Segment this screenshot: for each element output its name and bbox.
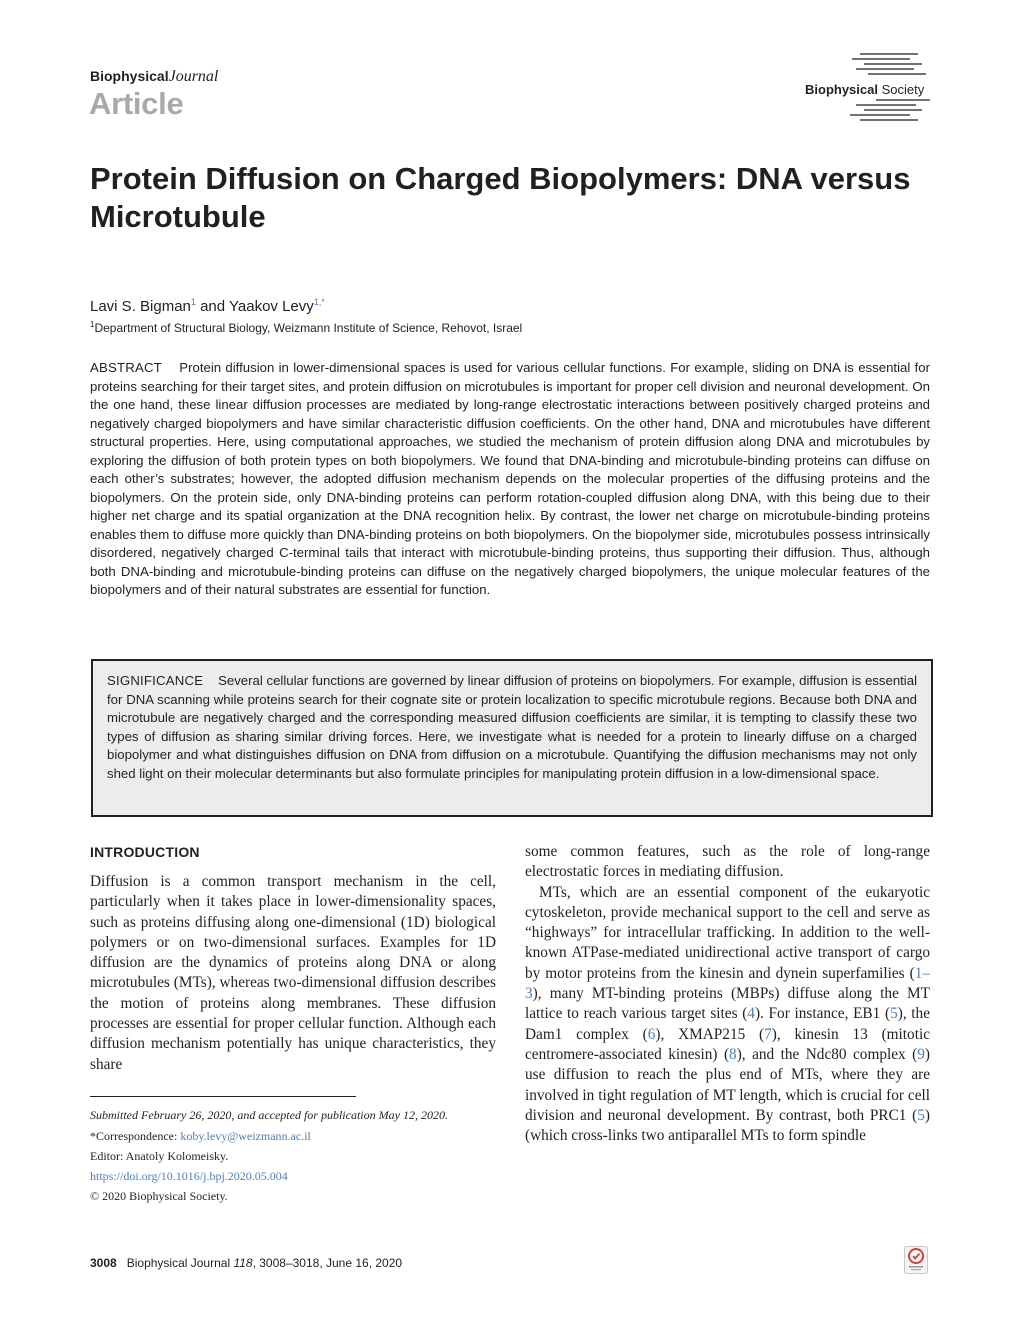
significance <box>107 672 917 783</box>
affiliation <box>90 320 522 335</box>
text-run: ), kinesin 13 (mitotic centromere-associated kinesin) ( <box>525 1025 930 1063</box>
citation-link[interactable]: 7 <box>764 1025 772 1043</box>
footer-journal: Biophysical Journal <box>126 1256 231 1270</box>
affiliation-number: 1 <box>90 320 95 329</box>
journal-name <box>90 68 218 86</box>
page-number: 3008 <box>90 1256 117 1270</box>
text-run: ) (which cross-links two antiparallel MTs to form spindle <box>525 1106 930 1145</box>
citation-link[interactable]: 4 <box>747 1005 755 1023</box>
doi-link[interactable]: https://doi.org/10.1016/j.bpj.2020.05.004 <box>90 1169 288 1183</box>
author-conjunction: and <box>195 298 229 315</box>
author-name: Lavi S. Bigman <box>90 298 191 315</box>
intro-column-left <box>90 872 496 1075</box>
text-run: ). For instance, EB1 ( <box>754 1005 891 1023</box>
abstract-label: ABSTRACT <box>90 360 162 375</box>
society-name-bold: Biophysical <box>805 82 878 97</box>
check-for-updates-icon[interactable] <box>904 1246 928 1274</box>
journal-name-italic: Journal <box>168 68 219 85</box>
correspondence-note <box>90 1129 311 1144</box>
text-run: ), many MT-binding proteins (MBPs) diffuse along the MT lattice to reach various target sites ( <box>525 985 930 1023</box>
affiliation-text: Department of Structural Biology, Weizmann Institute of Science, Rehovot, Israel <box>94 321 523 335</box>
author-name: Yaakov Levy <box>229 298 314 315</box>
intro-paragraph <box>525 883 930 1147</box>
significance-text: Several cellular functions are governed by linear diffusion of proteins on biopolymers. For example, diffusion is essential for DNA scanning while proteins search for their cognate site or protein localization to specific microtubule regions. Because both DNA and microtubule are negatively charged and the corresponding measured diffusion coefficients are similar, it is tempting to classify these two types of diffusion as sharing similar driving forces. Here, we investigate what is needed for a protein to linearly diffuse on a charged biopolymer and what distinguishes diffusion on DNA from diffusion on a microtubule. Quantifying the diffusion mechanisms may not only shed light on their molecular determinants but also formulate principles for manipulating protein diffusion in a low-dimensional space. <box>107 673 918 781</box>
intro-column-right <box>525 842 930 1146</box>
society-name <box>805 82 924 97</box>
author-list <box>90 297 325 315</box>
abstract <box>90 359 930 600</box>
text-run: MTs, which are an essential component of the eukaryotic cytoskeleton, provide mechanical support to the cell and serve as “highways” for intracellular trafficking. In addition to the well-known ATPase-mediated unidirectional active transport of cargo by motor proteins from the kinesin and dynein superfamilies ( <box>525 883 930 982</box>
affiliation-ref: 1,* <box>313 297 325 307</box>
section-heading: INTRODUCTION <box>90 844 200 860</box>
footnote-divider <box>90 1096 356 1097</box>
correspondence-email-link[interactable]: koby.levy@weizmann.ac.il <box>180 1129 311 1143</box>
affiliation-ref: 1 <box>190 297 196 307</box>
article-type-label: Article <box>89 86 184 121</box>
footer-volume: 118 <box>233 1256 253 1270</box>
copyright-note: © 2020 Biophysical Society. <box>90 1189 228 1203</box>
text-run: ), the Dam1 complex ( <box>525 1005 930 1043</box>
text-run: ), and the Ndc80 complex ( <box>736 1045 918 1063</box>
footer-pages-date: , 3008–3018, June 16, 2020 <box>252 1256 403 1270</box>
editor-note: Editor: Anatoly Kolomeisky. <box>90 1149 229 1163</box>
citation-link[interactable]: 9 <box>917 1045 925 1063</box>
intro-paragraph: some common features, such as the role of long-range electrostatic forces in mediating diffusion. <box>525 843 930 881</box>
correspondence-label: *Correspondence: <box>90 1129 181 1143</box>
paper-title: Protein Diffusion on Charged Biopolymers: DNA versus Microtubule <box>90 161 911 234</box>
citation-link[interactable]: 6 <box>647 1025 656 1043</box>
citation-link[interactable]: 5 <box>890 1005 898 1023</box>
intro-paragraph: Diffusion is a common transport mechanism in the cell, particularly when it takes place in lower-dimensionality spaces, such as proteins diffusing along one-dimensional (1D) biological polymers or on two-dimensional surfaces. Examples for 1D diffusion are the dynamics of proteins along DNA or along microtubules (MTs), whereas two-dimensional diffusion describes the motion of proteins along membranes. These diffusion processes are essential for proper cellular function. Although each diffusion mechanism potentially has unique characteristics, they share <box>90 873 496 1073</box>
page-footer <box>90 1256 402 1270</box>
society-name-light: Society <box>881 82 925 97</box>
journal-name-bold: Biophysical <box>90 68 169 84</box>
submission-note <box>90 1108 448 1123</box>
citation-link[interactable]: 5 <box>917 1106 925 1124</box>
citation-link[interactable]: 1–3 <box>525 964 930 1003</box>
abstract-text: Protein diffusion in lower-dimensional spaces is used for various cellular functions. For example, sliding on DNA is essential for proteins searching for their target sites, and protein diffusion on microtubules is important for proper cell division and neuronal development. On the one hand, these linear diffusion processes are mediated by long-range electrostatic interactions between positively charged proteins and negatively charged biopolymers and have similar characteristic diffusion coefficients. On the other hand, DNA and microtubules have different structural properties. Here, using computational approaches, we studied the mechanism of protein diffusion along DNA and microtubules by exploring the diffusion of both protein types on both biopolymers. We found that DNA-binding and microtubule-binding proteins can diffuse on each other’s substrates; however, the adopted diffusion mechanism depends on the molecular properties of the diffusing proteins and the biopolymers. On the protein side, only DNA-binding proteins can perform rotation-coupled diffusion along DNA, with this being due to their higher net charge and its spatial organization at the DNA recognition helix. By contrast, the lower net charge on microtubule-binding proteins enables them to diffuse more quickly than DNA-binding proteins on both biopolymers. On the biopolymer side, microtubules possess intrinsically disordered, negatively charged C-terminal tails that interact with microtubule-binding proteins, thus supporting their diffusion. Thus, although both DNA-binding and microtubule-binding proteins can diffuse on the negatively charged biopolymers, the unique molecular features of the biopolymers and of their natural substrates are essential for function. <box>90 360 930 597</box>
text-run: ) use diffusion to reach the plus end of MTs, where they are involved in tight regulation of MT length, which is crucial for cell division and neuronal development. By contrast, both PRC1 ( <box>525 1045 930 1124</box>
significance-label: SIGNIFICANCE <box>107 673 204 688</box>
citation-link[interactable]: 8 <box>729 1045 737 1063</box>
text-run: ), XMAP215 ( <box>655 1025 765 1043</box>
submitted-text: Submitted February 26, 2020, and accepted for publication May 12, 2020. <box>90 1108 448 1122</box>
